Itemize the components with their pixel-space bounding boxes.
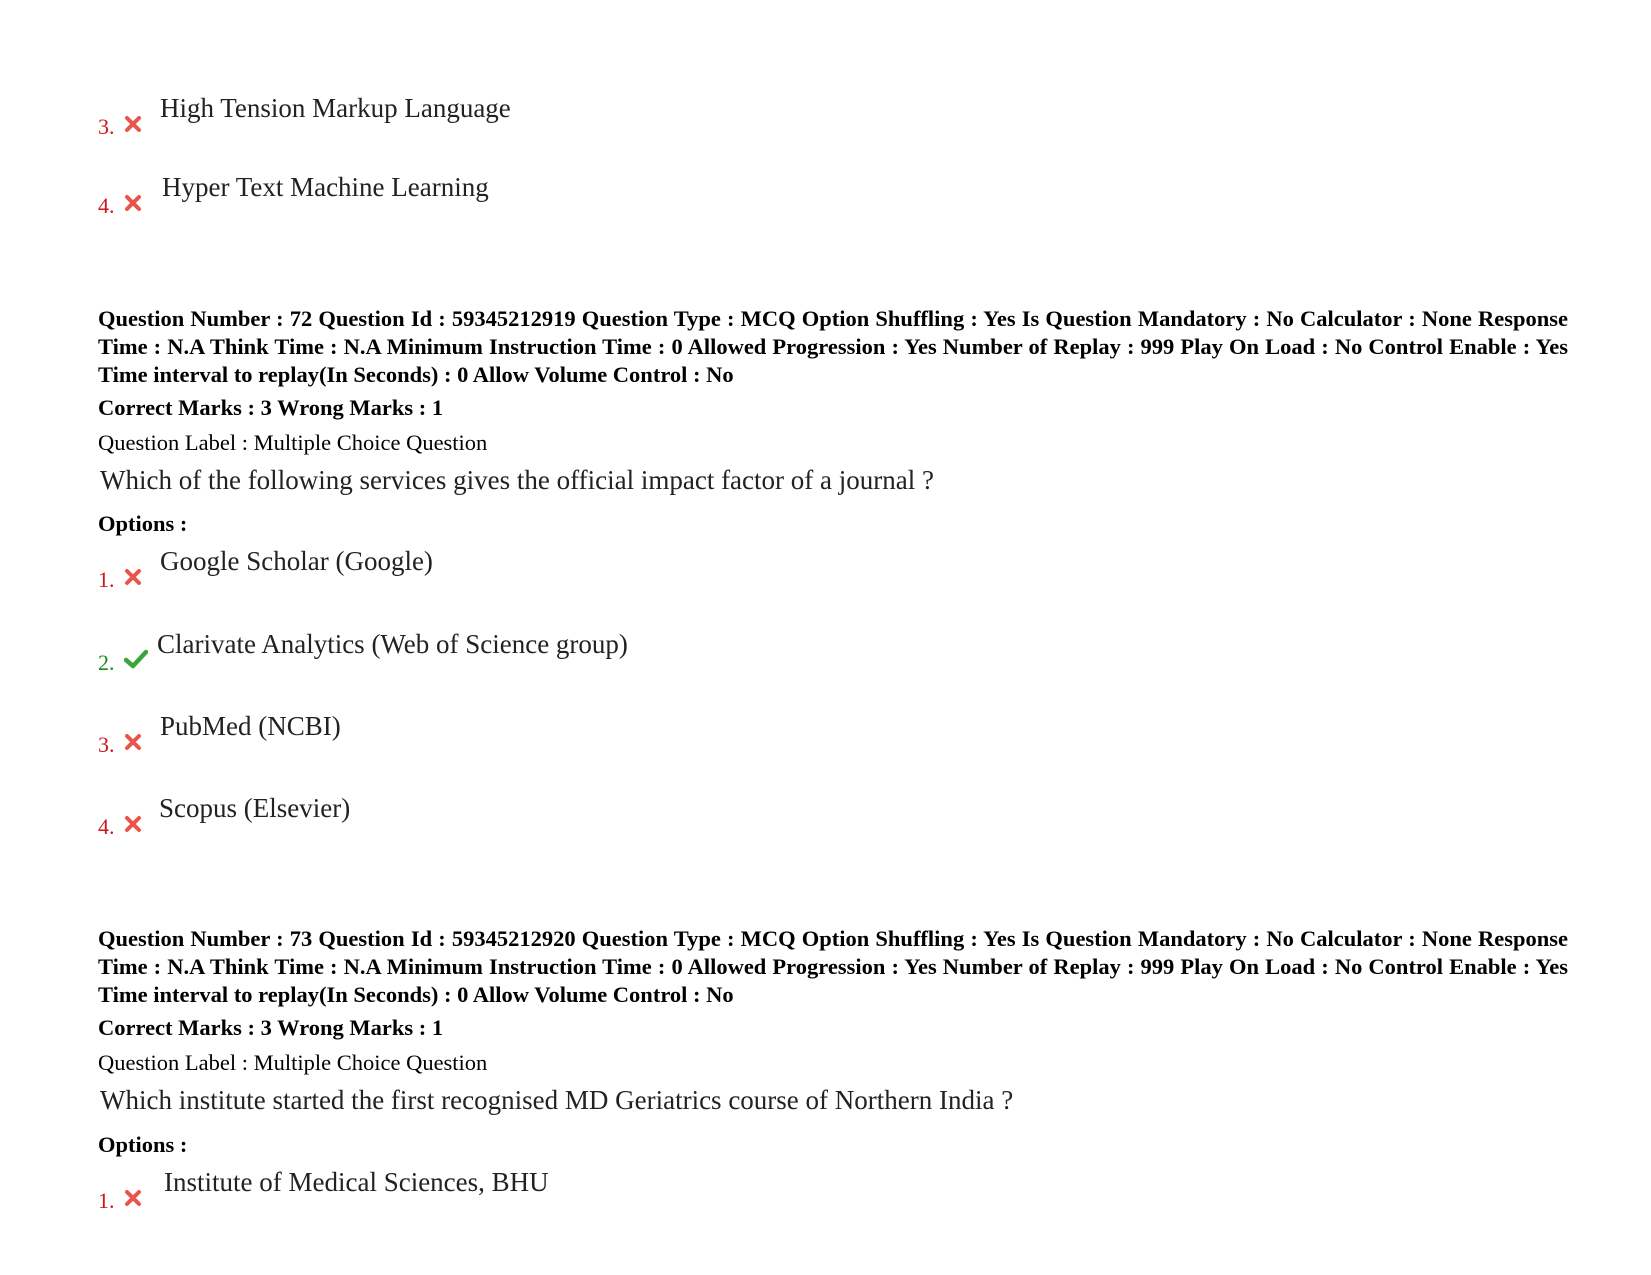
options-heading: Options :: [98, 1132, 188, 1157]
question-meta: Question Number : 73 Question Id : 59345212920 Question Type : MCQ Option Shuffling : Yes Is Question Mandatory : No Calculator : None Response Time : N.A Think Time : N.A Minimum Instruction Time : 0 Allowed Progression : Yes Number of Replay : 999 Play On Load : No Control Enable : Yes Time interval to replay(In Seconds) : 0 Allow Volume Control : No: [98, 926, 1568, 1007]
wrong-mark-icon: [124, 733, 142, 751]
wrong-mark-icon: [124, 115, 142, 133]
question-text: Which institute started the first recognised MD Geriatrics course of Northern India ?: [100, 1085, 1014, 1115]
wrong-mark-icon: [124, 194, 142, 212]
question-marks: Correct Marks : 3 Wrong Marks : 1: [98, 395, 444, 420]
option-text: PubMed (NCBI): [160, 711, 341, 741]
option-item: [98, 793, 698, 842]
question-meta: Question Number : 72 Question Id : 59345212919 Question Type : MCQ Option Shuffling : Yes Is Question Mandatory : No Calculator : None Response Time : N.A Think Time : N.A Minimum Instruction Time : 0 Allowed Progression : Yes Number of Replay : 999 Play On Load : No Control Enable : Yes Time interval to replay(In Seconds) : 0 Allow Volume Control : No: [98, 306, 1568, 387]
option-text: Hyper Text Machine Learning: [162, 172, 489, 202]
option-text: Google Scholar (Google): [160, 546, 433, 576]
question-text: Which of the following services gives the official impact factor of a journal ?: [100, 465, 934, 495]
option-item: [98, 172, 698, 221]
option-text: High Tension Markup Language: [160, 93, 511, 123]
option-number: 4.: [98, 814, 115, 839]
option-item: [98, 711, 698, 760]
option-text: Clarivate Analytics (Web of Science group): [157, 629, 628, 659]
option-text: Scopus (Elsevier): [159, 793, 351, 823]
option-number: 2.: [98, 650, 115, 675]
option-text: Institute of Medical Sciences, BHU: [164, 1167, 549, 1197]
question-label: Question Label : Multiple Choice Question: [98, 430, 488, 455]
option-item: [98, 546, 698, 595]
wrong-mark-icon: [124, 568, 142, 586]
wrong-mark-icon: [124, 815, 142, 833]
option-number: 1.: [98, 1188, 115, 1213]
option-number: 3.: [98, 114, 115, 139]
question-label: Question Label : Multiple Choice Question: [98, 1050, 488, 1075]
option-item: [98, 1167, 698, 1216]
options-heading: Options :: [98, 511, 188, 536]
wrong-mark-icon: [124, 1189, 142, 1207]
check-mark-icon: [124, 649, 148, 669]
option-item: [98, 93, 698, 142]
option-item: [98, 629, 798, 678]
option-number: 4.: [98, 193, 115, 218]
option-number: 1.: [98, 567, 115, 592]
option-number: 3.: [98, 732, 115, 757]
question-marks: Correct Marks : 3 Wrong Marks : 1: [98, 1015, 444, 1040]
